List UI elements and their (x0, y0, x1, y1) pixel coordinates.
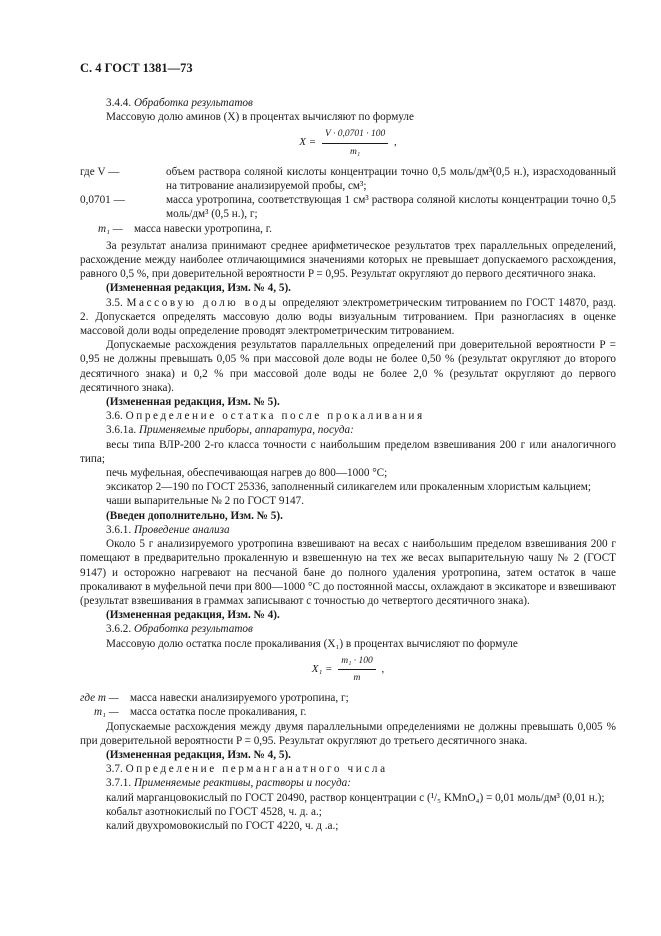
section-title: Применяемые приборы, аппаратура, посуда: (138, 424, 354, 437)
section-title: Обработка результатов (133, 97, 253, 109)
formula-numerator: V · 0,0701 · 100 (322, 127, 388, 143)
definition-0701 (80, 193, 616, 221)
definition-text: масса уротропина, соответствующая 1 см³ раствора соляной кислоты концентрации точно 0,5 моль/дм³ (0,5 н.), г; (166, 194, 616, 221)
definition-m1-residue (80, 705, 616, 719)
procedure-paragraph: Около 5 г анализируемого уротропина взвешивают на весах с наибольшим пределом взвешивания 200 г помещают в предварительно прокаленную и взвешенную на тех же весах выпарительную чашу № 2 (ГОСТ 9147) и осторожно нагревают на песчаной бане до полного удаления уротропина, затем остаток в чаше прокаливают в муфельной печи при 800—1000 °С до постоянной массы, охлаждают в эксикаторе и взвешивают (результат взвешивания в граммах записывают с точностью до четвертого десятичного знака). (80, 538, 616, 607)
formula-lhs: X₁ = (311, 662, 333, 675)
formula-numerator: m₁ · 100 (338, 654, 376, 670)
section-number: 3.6. (106, 410, 123, 423)
section-3-6-1a-heading (80, 423, 616, 437)
section-number: 3.6.2. (106, 623, 132, 636)
page-header: С. 4 ГОСТ 1381—73 (80, 61, 193, 75)
definition-text: объем раствора соляной кислоты концентрации точно 0,5 моль/дм³(0,5 н.), израсходованный на титрование анализируемой пробы, см³; (166, 165, 616, 193)
formula-amines (80, 127, 616, 158)
section-3-4-4-heading (80, 96, 616, 110)
section-number: 3.6.1. (106, 523, 132, 536)
definition-text: масса навески уротропина, г. (134, 222, 272, 235)
section-3-6-2-heading (80, 622, 616, 636)
amendment-note: (Измененная редакция, Изм. № 4, 5). (106, 748, 291, 761)
definition-m1 (80, 222, 616, 236)
section-number: 3.4.4. (106, 97, 132, 109)
section-number: 3.6.1а. (106, 424, 137, 437)
definition-label: 0,0701 — (80, 194, 125, 207)
section-3-5 (80, 296, 616, 339)
amendment-note: (Измененная редакция, Изм. № 4, 5). (106, 282, 291, 295)
equipment-scales: весы типа ВЛР-200 2-го класса точности с наибольшим пределом взвешивания 200 г или аналогичного типа; (80, 438, 616, 465)
formula-residue (80, 654, 616, 685)
definition-V (80, 165, 616, 193)
formula-fraction (338, 654, 376, 685)
section-number: 3.7.1. (106, 777, 132, 790)
equipment-desiccator: эксикатор 2—190 по ГОСТ 25336, заполненный силикагелем или прокаленным хлористым кальцием; (106, 481, 591, 494)
definition-text: масса навески анализируемого уротропина, г; (130, 692, 349, 705)
section-text: определяют электрометрическим титрованием по ГОСТ 14870, разд. 2. Допускается определять массовую долю воды визуальным титрованием. При разногласиях в оценке массовой доли воды определение проводят электрометрическим титрованием. (80, 296, 617, 338)
amendment-note: (Измененная редакция, Изм. № 4). (106, 609, 280, 622)
reagent-cobalt: кобальт азотнокислый по ГОСТ 4528, ч. д. а.; (106, 805, 322, 818)
section-3-7-1-heading (80, 776, 616, 790)
equipment-dishes: чаши выпарительные № 2 по ГОСТ 9147. (106, 495, 305, 508)
formula-lhs: X = (299, 136, 317, 149)
section-3-6 (80, 409, 616, 423)
definition-label: где m — (80, 692, 119, 705)
water-tolerance: Допускаемые расхождения результатов параллельных определений при доверительной вероятности P = 0,95 не должны превышать 0,05 % при массовой доле воды не более 0,50 % (результат округляют до второго десятичного знака) и 0,2 % при массовой доле воды не более 2,0 % (результат округляют до первого десятичного знака). (80, 339, 616, 394)
reagent-dichromate: калий двухромовокислый по ГОСТ 4220, ч. д .а.; (106, 819, 339, 832)
section-title-spaced: Определение перманганатного числа (125, 763, 388, 776)
reagent-kmno4: калий марганцовокислый по ГОСТ 20490, раствор концентрации с (¹/₅ KMnO₄) = 0,01 моль/дм³ (0,01 н.); (106, 791, 605, 804)
residue-intro: Массовую долю остатка после прокаливания (X₁) в процентах вычисляют по формуле (106, 637, 518, 650)
section-title: Проведение анализа (133, 523, 230, 536)
amines-intro: Массовую долю аминов (X) в процентах вычисляют по формуле (106, 111, 414, 124)
section-number: 3.7. (106, 763, 123, 776)
formula-fraction (322, 127, 388, 158)
result-paragraph: За результат анализа принимают среднее арифметическое результатов трех параллельных определений, расхождение между наиболее отличающимися значениями которых не превышает допускаемого расхождения, равного 0,5 %, при доверительной вероятности P = 0,95. Результат округляют до первого десятичного знака. (80, 239, 616, 281)
section-number: 3.5. (106, 296, 123, 309)
amendment-note: (Измененная редакция, Изм. № 5). (106, 396, 280, 409)
section-3-7 (80, 762, 616, 776)
definition-label: m₁ — (94, 706, 119, 719)
definition-text: масса остатка после прокаливания, г. (130, 706, 307, 719)
section-3-6-1-heading (80, 523, 616, 537)
definition-m (80, 691, 616, 705)
formula-tail: , (393, 136, 397, 149)
equipment-furnace: печь муфельная, обеспечивающая нагрев до 800—1000 °С; (106, 467, 388, 480)
definition-label: m₁ — (98, 222, 123, 235)
formula-denominator: m (353, 672, 361, 683)
section-title-spaced: Массовую долю воды (126, 296, 279, 309)
amendment-note: (Введен дополнительно, Изм. № 5). (106, 509, 283, 522)
formula-denominator: m₁ (349, 146, 361, 157)
section-title-spaced: Определение остатка после прокаливания (125, 410, 425, 423)
residue-tolerance: Допускаемые расхождения между двумя параллельными определениями не должны превышать 0,005 % при доверительной вероятности P = 0,95. Результат округляют до третьего десятичного знака. (80, 720, 616, 747)
document-body (80, 96, 616, 833)
section-title: Применяемые реактивы, растворы и посуда: (133, 777, 351, 790)
formula-tail: , (381, 662, 385, 675)
definition-label: где V — (80, 165, 120, 178)
section-title: Обработка результатов (133, 623, 253, 636)
